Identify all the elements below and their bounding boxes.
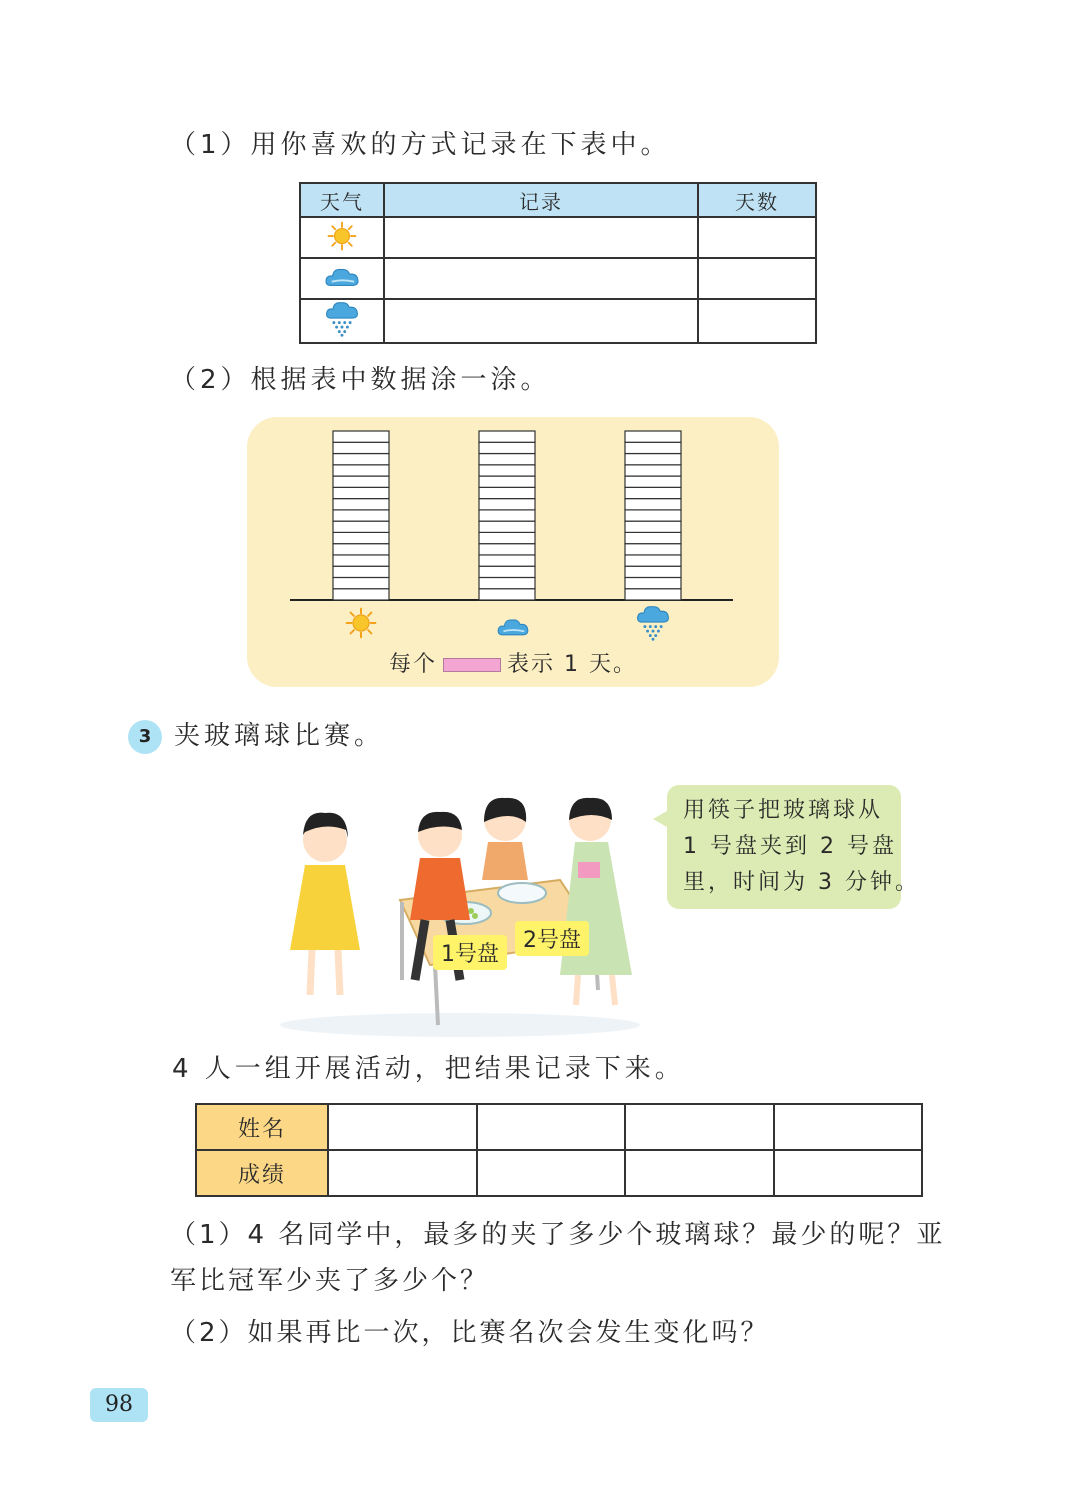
- question-1-line-1: （1）4 名同学中，最多的夹了多少个玻璃球？最少的呢？亚: [170, 1220, 946, 1250]
- section-number-badge: 3: [128, 720, 162, 754]
- part2-instruction: （2）根据表中数据涂一涂。: [170, 365, 551, 395]
- table-row: [196, 1104, 922, 1150]
- bar-cell[interactable]: [625, 487, 681, 498]
- sun-icon: [347, 609, 376, 638]
- score-cell[interactable]: [328, 1150, 477, 1196]
- bar-cell[interactable]: [625, 476, 681, 487]
- bar-cell[interactable]: [479, 555, 535, 566]
- bar-chart: [247, 417, 779, 647]
- bar-cell[interactable]: [479, 442, 535, 453]
- rain-cloud-icon: [324, 300, 360, 338]
- score-row-header: 成绩: [196, 1150, 328, 1196]
- cloud-icon: [323, 263, 361, 291]
- legend-prefix: 每个: [389, 652, 438, 677]
- score-cell[interactable]: [625, 1150, 774, 1196]
- bar-cell[interactable]: [333, 476, 389, 487]
- bar-cell[interactable]: [333, 566, 389, 577]
- bar-cell[interactable]: [625, 566, 681, 577]
- sun-icon: [327, 221, 357, 251]
- rain-cloud-icon: [638, 607, 669, 641]
- bar-cell[interactable]: [479, 589, 535, 600]
- bar-cell[interactable]: [625, 442, 681, 453]
- weather-cell: [300, 258, 384, 299]
- days-cell[interactable]: [698, 258, 816, 299]
- bar-cell[interactable]: [333, 521, 389, 532]
- part1-instruction: （1）用你喜欢的方式记录在下表中。: [170, 130, 671, 160]
- bar-column: [479, 431, 535, 600]
- table-row: [300, 217, 816, 258]
- weather-cell: [300, 217, 384, 258]
- bar-cell[interactable]: [625, 577, 681, 588]
- question-1-line-2: 军比冠军少夹了多少个？: [170, 1266, 490, 1296]
- score-cell[interactable]: [774, 1150, 923, 1196]
- bar-cell[interactable]: [333, 510, 389, 521]
- record-cell[interactable]: [384, 299, 698, 343]
- weather-record-table: [299, 182, 817, 344]
- record-cell[interactable]: [384, 258, 698, 299]
- bar-cell[interactable]: [625, 454, 681, 465]
- bar-cell[interactable]: [625, 465, 681, 476]
- activity-instruction: 4 人一组开展活动，把结果记录下来。: [172, 1054, 685, 1084]
- bar-cell[interactable]: [333, 499, 389, 510]
- legend-suffix: 表示 1 天。: [507, 652, 637, 677]
- bar-cell[interactable]: [333, 431, 389, 442]
- bar-cell[interactable]: [625, 532, 681, 543]
- bubble-line: 用筷子把玻璃球从: [683, 798, 884, 823]
- cloud-icon: [498, 620, 528, 635]
- bar-cell[interactable]: [479, 465, 535, 476]
- bar-cell[interactable]: [333, 555, 389, 566]
- legend-swatch: [443, 658, 501, 672]
- bar-cell[interactable]: [479, 431, 535, 442]
- bar-cell[interactable]: [479, 454, 535, 465]
- bar-cell[interactable]: [479, 499, 535, 510]
- bar-cell[interactable]: [479, 476, 535, 487]
- question-2: （2）如果再比一次，比赛名次会发生变化吗？: [170, 1318, 770, 1348]
- name-cell[interactable]: [625, 1104, 774, 1150]
- bar-cell[interactable]: [479, 577, 535, 588]
- name-cell[interactable]: [774, 1104, 923, 1150]
- children-game-illustration: [260, 780, 660, 1040]
- bar-chart-panel: [247, 417, 779, 687]
- header-weather: 天气: [300, 183, 384, 217]
- bubble-line: 里，时间为 3 分钟。: [683, 870, 920, 895]
- bar-cell[interactable]: [479, 532, 535, 543]
- bar-cell[interactable]: [625, 555, 681, 566]
- header-days: 天数: [698, 183, 816, 217]
- bar-cell[interactable]: [479, 510, 535, 521]
- record-cell[interactable]: [384, 217, 698, 258]
- table-row: [196, 1150, 922, 1196]
- bar-cell[interactable]: [625, 431, 681, 442]
- bar-cell[interactable]: [333, 544, 389, 555]
- days-cell[interactable]: [698, 299, 816, 343]
- bar-cell[interactable]: [625, 544, 681, 555]
- bar-cell[interactable]: [479, 487, 535, 498]
- bar-cell[interactable]: [479, 544, 535, 555]
- section-title: 夹玻璃球比赛。: [174, 721, 385, 751]
- days-cell[interactable]: [698, 217, 816, 258]
- page-number: 98: [90, 1388, 148, 1422]
- bar-cell[interactable]: [333, 442, 389, 453]
- name-cell[interactable]: [477, 1104, 626, 1150]
- bar-cell[interactable]: [625, 499, 681, 510]
- bar-cell[interactable]: [625, 521, 681, 532]
- bar-cell[interactable]: [479, 566, 535, 577]
- bubble-line: 1 号盘夹到 2 号盘: [683, 834, 897, 859]
- chart-legend: [247, 647, 779, 678]
- name-cell[interactable]: [328, 1104, 477, 1150]
- bar-cell[interactable]: [333, 577, 389, 588]
- bar-cell[interactable]: [333, 465, 389, 476]
- name-row-header: 姓名: [196, 1104, 328, 1150]
- bar-cell[interactable]: [625, 589, 681, 600]
- bar-cell[interactable]: [333, 589, 389, 600]
- speech-bubble: [667, 785, 920, 909]
- header-record: 记录: [384, 183, 698, 217]
- score-cell[interactable]: [477, 1150, 626, 1196]
- plate-2-label: 2号盘: [515, 921, 589, 956]
- bar-column: [625, 431, 681, 600]
- plate-1-label: 1号盘: [433, 935, 507, 970]
- bar-cell[interactable]: [333, 532, 389, 543]
- table-row: [300, 299, 816, 343]
- bar-cell[interactable]: [333, 454, 389, 465]
- bar-cell[interactable]: [479, 521, 535, 532]
- result-table: [195, 1103, 923, 1197]
- bar-cell[interactable]: [333, 487, 389, 498]
- bar-cell[interactable]: [625, 510, 681, 521]
- table-row: [300, 258, 816, 299]
- bar-column: [333, 431, 389, 600]
- weather-cell: [300, 299, 384, 343]
